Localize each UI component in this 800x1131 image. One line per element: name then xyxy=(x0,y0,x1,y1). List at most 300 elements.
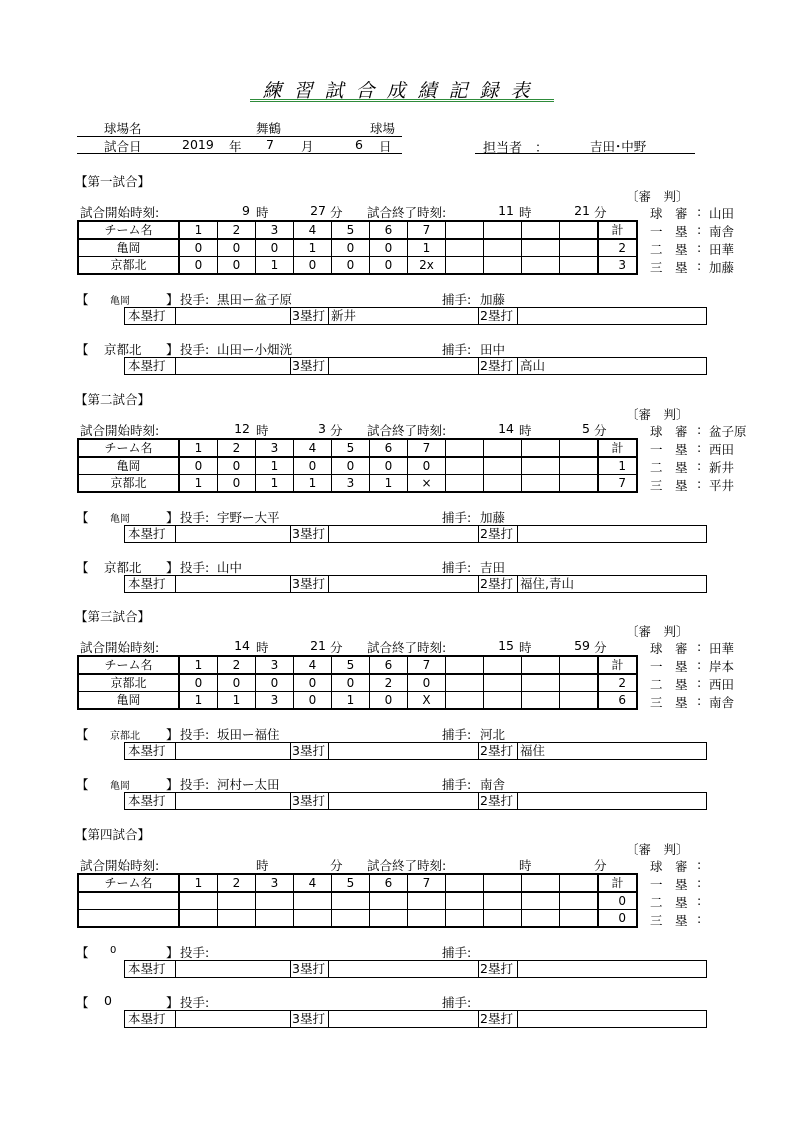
inning-score-cell: 0 xyxy=(256,239,294,257)
date-year: 2019 xyxy=(182,137,214,152)
first-base-umpire-colon: : xyxy=(697,222,702,237)
catcher-label: 捕手: xyxy=(442,342,472,357)
divider xyxy=(290,1011,291,1027)
home-run-label: 本塁打 xyxy=(128,1011,166,1026)
inning-header: 5 xyxy=(332,221,370,239)
bracket-close: 】 xyxy=(166,995,179,1010)
inning-score-cell xyxy=(408,892,446,910)
divider xyxy=(517,1011,518,1027)
inning-score-cell: 1 xyxy=(218,692,256,710)
triple-label: 3塁打 xyxy=(292,793,325,808)
inning-header: 4 xyxy=(294,656,332,674)
inning-header: 5 xyxy=(332,874,370,892)
home-run-label: 本塁打 xyxy=(128,793,166,808)
end-hour-value: 15 xyxy=(498,638,514,653)
date-day: 6 xyxy=(355,137,363,152)
table-row xyxy=(78,674,637,692)
empty-cell xyxy=(560,475,599,493)
inning-header: 4 xyxy=(294,439,332,457)
empty-cell xyxy=(560,239,599,257)
end-hour-unit: 時 xyxy=(519,205,532,220)
team-name-cell: 亀岡 xyxy=(78,692,179,710)
team-name-cell: 京都北 xyxy=(78,475,179,493)
plate-umpire-label: 球 審 xyxy=(650,206,688,221)
game-section-title: 【第一試合】 xyxy=(75,174,151,189)
bracket-open: 【 xyxy=(76,945,89,960)
start-minute-unit: 分 xyxy=(330,640,343,655)
empty-cell xyxy=(484,239,522,257)
catcher-name: 田中 xyxy=(480,342,506,357)
second-base-umpire-label: 二 塁 xyxy=(650,242,688,257)
divider xyxy=(478,308,479,324)
empty-cell xyxy=(522,674,560,692)
start-time-label: 試合開始時刻: xyxy=(80,205,160,220)
team-name-cell xyxy=(78,910,179,928)
scoreboard-table xyxy=(77,220,638,275)
triple-players: 新井 xyxy=(331,308,357,323)
triple-label: 3塁打 xyxy=(292,961,325,976)
catcher-label: 捕手: xyxy=(442,510,472,525)
third-base-umpire-colon: : xyxy=(697,476,702,491)
end-hour-unit: 時 xyxy=(519,423,532,438)
divider xyxy=(328,358,329,374)
third-base-umpire-name: 平井 xyxy=(709,478,735,493)
catcher-name: 吉田 xyxy=(480,560,506,575)
divider xyxy=(328,743,329,759)
inning-score-cell: 0 xyxy=(294,457,332,475)
pitcher-label: 投手: xyxy=(180,945,210,960)
venue-suffix: 球場 xyxy=(370,121,396,136)
pitcher-label: 投手: xyxy=(180,292,210,307)
divider xyxy=(290,576,291,592)
inning-score-cell: 0 xyxy=(294,674,332,692)
inning-score-cell: 2x xyxy=(408,257,446,275)
second-base-umpire-label: 二 塁 xyxy=(650,460,688,475)
divider xyxy=(328,576,329,592)
third-base-umpire-label: 三 塁 xyxy=(650,695,688,710)
pitcher-names: 宇野ー大平 xyxy=(217,510,280,525)
inning-header: 1 xyxy=(179,221,218,239)
inning-score-cell: 2 xyxy=(370,674,408,692)
second-base-umpire-name: 新井 xyxy=(709,460,735,475)
inning-score-cell: 1 xyxy=(179,475,218,493)
bracket-open: 【 xyxy=(76,560,89,575)
pitcher-label: 投手: xyxy=(180,342,210,357)
total-score-cell: 0 xyxy=(598,910,637,928)
catcher-label: 捕手: xyxy=(442,777,472,792)
team-name-cell: 亀岡 xyxy=(78,457,179,475)
inning-score-cell: 0 xyxy=(218,457,256,475)
double-players: 高山 xyxy=(520,358,546,373)
divider xyxy=(328,308,329,324)
inning-header: 7 xyxy=(408,874,446,892)
inning-score-cell: 0 xyxy=(179,457,218,475)
total-score-cell: 7 xyxy=(598,475,637,493)
divider xyxy=(478,526,479,542)
inning-score-cell: 1 xyxy=(256,257,294,275)
second-base-umpire-colon: : xyxy=(697,458,702,473)
staff-underline xyxy=(475,153,695,154)
team-name-header: チーム名 xyxy=(78,439,179,457)
scoreboard-table xyxy=(77,655,638,710)
game-section-title: 【第三試合】 xyxy=(75,609,151,624)
empty-cell xyxy=(522,257,560,275)
inning-score-cell xyxy=(332,892,370,910)
divider xyxy=(328,793,329,809)
catcher-name: 南舎 xyxy=(480,777,506,792)
inning-score-cell: 0 xyxy=(332,257,370,275)
first-base-umpire-colon: : xyxy=(697,875,702,890)
catcher-label: 捕手: xyxy=(442,995,472,1010)
team-name-header: チーム名 xyxy=(78,221,179,239)
inning-score-cell: 0 xyxy=(218,239,256,257)
empty-cell xyxy=(446,239,484,257)
start-time-label: 試合開始時刻: xyxy=(80,858,160,873)
divider xyxy=(290,793,291,809)
total-score-cell: 6 xyxy=(598,692,637,710)
inning-score-cell: 0 xyxy=(218,674,256,692)
empty-cell xyxy=(484,457,522,475)
bracket-close: 】 xyxy=(166,292,179,307)
empty-cell xyxy=(484,475,522,493)
inning-score-cell: 0 xyxy=(408,457,446,475)
divider xyxy=(175,743,176,759)
total-header: 計 xyxy=(598,656,637,674)
home-run-label: 本塁打 xyxy=(128,743,166,758)
empty-cell xyxy=(560,257,599,275)
third-base-umpire-label: 三 塁 xyxy=(650,913,688,928)
team-name-header: チーム名 xyxy=(78,656,179,674)
inning-score-cell: 1 xyxy=(256,475,294,493)
empty-cell xyxy=(446,674,484,692)
triple-label: 3塁打 xyxy=(292,576,325,591)
third-base-umpire-colon: : xyxy=(697,911,702,926)
end-time-label: 試合終了時刻: xyxy=(367,640,447,655)
empty-cell xyxy=(484,892,522,910)
inning-score-cell: 0 xyxy=(294,692,332,710)
inning-header: 6 xyxy=(370,221,408,239)
second-base-umpire-label: 二 塁 xyxy=(650,677,688,692)
empty-cell xyxy=(522,221,560,239)
inning-score-cell xyxy=(370,892,408,910)
plate-umpire-colon: : xyxy=(697,857,702,872)
table-row xyxy=(78,239,637,257)
total-score-cell: 3 xyxy=(598,257,637,275)
divider xyxy=(517,961,518,977)
inning-score-cell xyxy=(256,892,294,910)
third-base-umpire-label: 三 塁 xyxy=(650,260,688,275)
team-name-cell xyxy=(78,892,179,910)
plate-umpire-label: 球 審 xyxy=(650,424,688,439)
inning-header: 1 xyxy=(179,874,218,892)
extra-base-hits-row xyxy=(124,357,707,375)
double-label: 2塁打 xyxy=(480,743,513,758)
pitcher-label: 投手: xyxy=(180,510,210,525)
first-base-umpire-label: 一 塁 xyxy=(650,224,688,239)
end-time-label: 試合終了時刻: xyxy=(367,423,447,438)
bracket-close: 】 xyxy=(166,777,179,792)
extra-base-hits-row xyxy=(124,742,707,760)
inning-score-cell xyxy=(256,910,294,928)
home-run-label: 本塁打 xyxy=(128,526,166,541)
double-label: 2塁打 xyxy=(480,1011,513,1026)
start-time-label: 試合開始時刻: xyxy=(80,640,160,655)
inning-score-cell xyxy=(370,910,408,928)
double-label: 2塁打 xyxy=(480,576,513,591)
empty-cell xyxy=(560,892,599,910)
home-run-label: 本塁打 xyxy=(128,961,166,976)
pitcher-names: 黒田ー盆子原 xyxy=(217,292,293,307)
venue-value: 舞鶴 xyxy=(256,121,282,136)
title-underline xyxy=(250,99,554,102)
end-minute-value: 59 xyxy=(574,638,590,653)
team-name-cell: 京都北 xyxy=(78,674,179,692)
plate-umpire-name: 田華 xyxy=(709,641,735,656)
third-base-umpire-colon: : xyxy=(697,258,702,273)
inning-score-cell: 0 xyxy=(332,239,370,257)
second-base-umpire-label: 二 塁 xyxy=(650,895,688,910)
battery-team-name: 0 xyxy=(110,945,117,956)
divider xyxy=(175,526,176,542)
inning-score-cell xyxy=(332,910,370,928)
inning-score-cell: 1 xyxy=(408,239,446,257)
inning-score-cell: 0 xyxy=(370,457,408,475)
plate-umpire-colon: : xyxy=(697,204,702,219)
double-label: 2塁打 xyxy=(480,308,513,323)
inning-score-cell: 0 xyxy=(218,475,256,493)
first-base-umpire-name: 岸本 xyxy=(709,659,735,674)
divider xyxy=(517,576,518,592)
empty-cell xyxy=(484,874,522,892)
triple-label: 3塁打 xyxy=(292,526,325,541)
empty-cell xyxy=(446,439,484,457)
end-hour-value: 11 xyxy=(498,203,514,218)
divider xyxy=(175,308,176,324)
start-hour-unit: 時 xyxy=(256,858,269,873)
empty-cell xyxy=(484,656,522,674)
double-label: 2塁打 xyxy=(480,961,513,976)
divider xyxy=(175,576,176,592)
inning-score-cell: 0 xyxy=(370,692,408,710)
empty-cell xyxy=(522,475,560,493)
start-minute-unit: 分 xyxy=(330,423,343,438)
start-minute-value: 3 xyxy=(318,421,326,436)
date-year-unit: 年 xyxy=(229,139,242,154)
end-minute-unit: 分 xyxy=(594,205,607,220)
table-row xyxy=(78,910,637,928)
empty-cell xyxy=(484,674,522,692)
inning-score-cell: 3 xyxy=(256,692,294,710)
catcher-label: 捕手: xyxy=(442,292,472,307)
inning-score-cell: 0 xyxy=(294,257,332,275)
catcher-label: 捕手: xyxy=(442,727,472,742)
divider xyxy=(328,961,329,977)
inning-score-cell xyxy=(294,910,332,928)
empty-cell xyxy=(522,239,560,257)
total-header: 計 xyxy=(598,874,637,892)
inning-score-cell: 1 xyxy=(370,475,408,493)
empty-cell xyxy=(446,221,484,239)
inning-header: 4 xyxy=(294,221,332,239)
battery-team-name: 京都北 xyxy=(104,560,142,575)
team-name-header: チーム名 xyxy=(78,874,179,892)
third-base-umpire-name: 南舎 xyxy=(709,695,735,710)
third-base-umpire-name: 加藤 xyxy=(709,260,735,275)
bracket-open: 【 xyxy=(76,292,89,307)
inning-header: 5 xyxy=(332,439,370,457)
start-minute-unit: 分 xyxy=(330,205,343,220)
bracket-close: 】 xyxy=(166,342,179,357)
end-minute-unit: 分 xyxy=(594,640,607,655)
divider xyxy=(175,793,176,809)
divider xyxy=(517,793,518,809)
catcher-name: 加藤 xyxy=(480,510,506,525)
double-label: 2塁打 xyxy=(480,793,513,808)
team-name-cell: 京都北 xyxy=(78,257,179,275)
empty-cell xyxy=(522,656,560,674)
empty-cell xyxy=(522,874,560,892)
second-base-umpire-name: 田華 xyxy=(709,242,735,257)
inning-score-cell xyxy=(218,910,256,928)
divider xyxy=(517,308,518,324)
divider xyxy=(328,1011,329,1027)
third-base-umpire-colon: : xyxy=(697,693,702,708)
pitcher-names: 河村ー太田 xyxy=(217,777,280,792)
start-minute-value: 21 xyxy=(310,638,326,653)
empty-cell xyxy=(484,257,522,275)
triple-label: 3塁打 xyxy=(292,1011,325,1026)
end-hour-unit: 時 xyxy=(519,858,532,873)
inning-score-cell: 1 xyxy=(256,457,294,475)
table-row xyxy=(78,692,637,710)
first-base-umpire-name: 西田 xyxy=(709,442,735,457)
empty-cell xyxy=(560,221,599,239)
inning-score-cell: 0 xyxy=(256,674,294,692)
empty-cell xyxy=(446,457,484,475)
empty-cell xyxy=(446,874,484,892)
inning-score-cell xyxy=(408,910,446,928)
battery-team-name: 京都北 xyxy=(104,342,142,357)
bracket-close: 】 xyxy=(166,510,179,525)
battery-team-name: 亀岡 xyxy=(110,781,130,792)
inning-score-cell: 0 xyxy=(370,239,408,257)
empty-cell xyxy=(484,221,522,239)
inning-score-cell: 0 xyxy=(179,674,218,692)
pitcher-names: 山中 xyxy=(217,560,243,575)
total-header: 計 xyxy=(598,221,637,239)
scoreboard-table xyxy=(77,873,638,928)
first-base-umpire-name: 南舎 xyxy=(709,224,735,239)
empty-cell xyxy=(522,439,560,457)
pitcher-label: 投手: xyxy=(180,995,210,1010)
end-hour-value: 14 xyxy=(498,421,514,436)
empty-cell xyxy=(446,656,484,674)
double-label: 2塁打 xyxy=(480,526,513,541)
inning-score-cell xyxy=(218,892,256,910)
empty-cell xyxy=(446,892,484,910)
inning-score-cell: 1 xyxy=(294,475,332,493)
extra-base-hits-row xyxy=(124,792,707,810)
extra-base-hits-row xyxy=(124,575,707,593)
total-score-cell: 2 xyxy=(598,239,637,257)
second-base-umpire-colon: : xyxy=(697,893,702,908)
pitcher-names: 坂田ー福住 xyxy=(217,727,280,742)
inning-score-cell: 0 xyxy=(218,257,256,275)
start-hour-value: 14 xyxy=(234,638,250,653)
plate-umpire-colon: : xyxy=(697,422,702,437)
catcher-label: 捕手: xyxy=(442,945,472,960)
inning-score-cell xyxy=(294,892,332,910)
battery-team-name: 亀岡 xyxy=(110,296,130,307)
divider xyxy=(517,743,518,759)
scoreboard-table xyxy=(77,438,638,493)
inning-score-cell xyxy=(179,910,218,928)
inning-header: 2 xyxy=(218,656,256,674)
divider xyxy=(478,1011,479,1027)
bracket-open: 【 xyxy=(76,995,89,1010)
triple-label: 3塁打 xyxy=(292,308,325,323)
inning-score-cell: 3 xyxy=(332,475,370,493)
game-section-title: 【第二試合】 xyxy=(75,392,151,407)
pitcher-label: 投手: xyxy=(180,560,210,575)
table-row xyxy=(78,457,637,475)
inning-score-cell: 0 xyxy=(332,457,370,475)
bracket-open: 【 xyxy=(76,510,89,525)
empty-cell xyxy=(560,674,599,692)
pitcher-label: 投手: xyxy=(180,777,210,792)
inning-header: 7 xyxy=(408,656,446,674)
plate-umpire-label: 球 審 xyxy=(650,859,688,874)
empty-cell xyxy=(484,692,522,710)
divider xyxy=(290,961,291,977)
inning-score-cell: 0 xyxy=(179,239,218,257)
inning-score-cell: 0 xyxy=(179,257,218,275)
venue-label: 球場名 xyxy=(104,121,142,136)
empty-cell xyxy=(522,457,560,475)
team-name-cell: 亀岡 xyxy=(78,239,179,257)
plate-umpire-colon: : xyxy=(697,639,702,654)
inning-score-cell: 1 xyxy=(332,692,370,710)
empty-cell xyxy=(560,692,599,710)
divider xyxy=(290,358,291,374)
divider xyxy=(175,358,176,374)
divider xyxy=(478,743,479,759)
table-row xyxy=(78,475,637,493)
empty-cell xyxy=(484,439,522,457)
empty-cell xyxy=(560,656,599,674)
empty-cell xyxy=(522,910,560,928)
inning-score-cell: X xyxy=(408,692,446,710)
inning-header: 3 xyxy=(256,874,294,892)
double-players: 福住 xyxy=(520,743,546,758)
empty-cell xyxy=(446,475,484,493)
double-players: 福住,青山 xyxy=(520,576,574,591)
first-base-umpire-colon: : xyxy=(697,440,702,455)
document-title: 練習試合成績記録表 xyxy=(262,80,542,102)
inning-header: 7 xyxy=(408,221,446,239)
triple-label: 3塁打 xyxy=(292,743,325,758)
home-run-label: 本塁打 xyxy=(128,576,166,591)
empty-cell xyxy=(522,892,560,910)
umpire-header: 〔審 判〕 xyxy=(626,407,689,422)
divider xyxy=(517,526,518,542)
home-run-label: 本塁打 xyxy=(128,308,166,323)
inning-header: 6 xyxy=(370,439,408,457)
date-day-unit: 日 xyxy=(379,139,392,154)
inning-header: 5 xyxy=(332,656,370,674)
divider xyxy=(517,358,518,374)
inning-header: 3 xyxy=(256,221,294,239)
